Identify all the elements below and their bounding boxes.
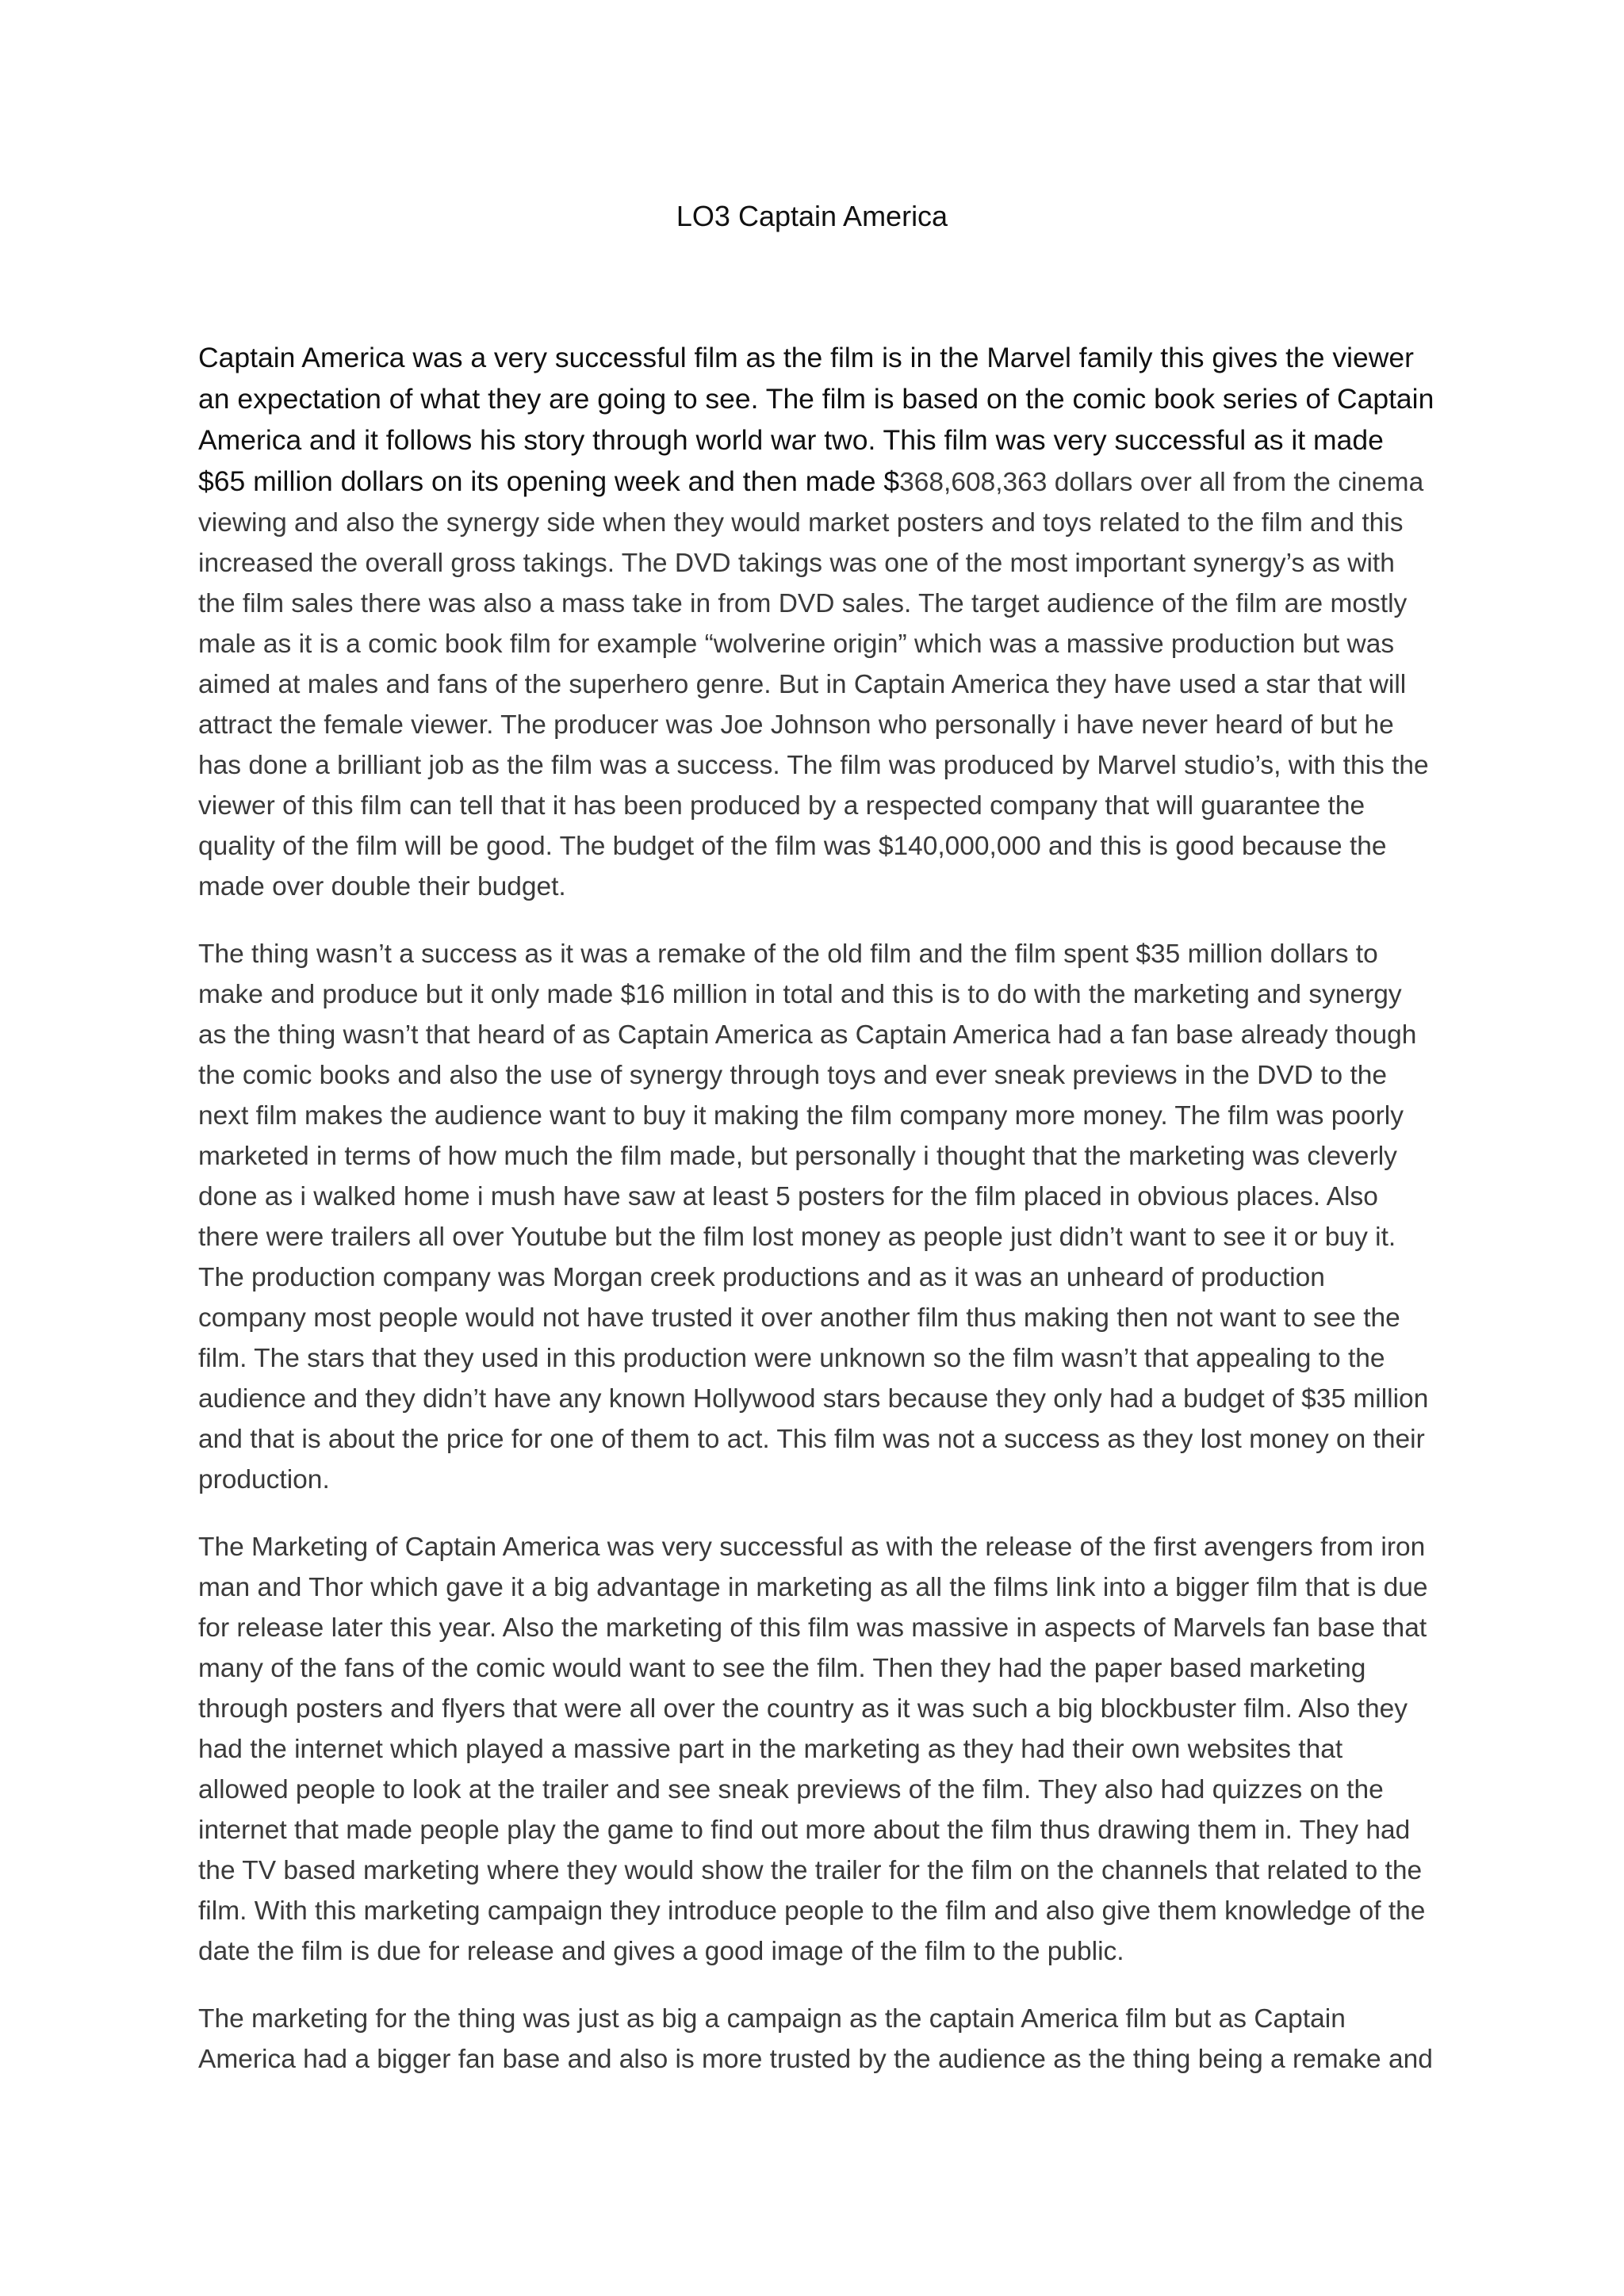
paragraph-1-emphasis: Captain America was a very successful film as the film is in the Marvel family this gives the viewer an expectation of what they are going to see. The film is based on the comic book series of Captain America and it follows his story through world war two. This film was very successful as it made $65 million dollars on its opening week and then made $ — [198, 342, 1434, 497]
document-title: LO3 Captain America — [676, 200, 948, 232]
paragraph-1-rest: 368,608,363 dollars over all from the cinema viewing and also the synergy side when they would market posters and toys related to the film and this increased the overall gross takings. The DVD takings was one of the most important synergy’s as with the film sales there was also a mass take in from DVD sales. The target audience of the film are mostly male as it is a comic book film for example “wolverine origin” which was a massive production but was aimed at males and fans of the superhero genre. But in Captain America they have used a star that will attract the female viewer. The producer was Joe Johnson who personally i have never heard of but he has done a brilliant job as the film was a success. The film was produced by Marvel studio’s, with this the viewer of this film can tell that it has been produced by a respected company that will guarantee the quality of the film will be good. The budget of the film was $140,000,000 and this is good because the made over double their budget. — [198, 468, 1429, 901]
paragraph-3: The Marketing of Captain America was very successful as with the release of the first avengers from iron man and Thor which gave it a big advantage in marketing as all the films link into a bigger film that is due for release later this year. Also the marketing of this film was massive in aspects of Marvels fan base that many of the fans of the comic would want to see the film. Then they had the paper based marketing through posters and flyers that were all over the country as it was such a big blockbuster film. Also they had the internet which played a massive part in the marketing as they had their own websites that allowed people to look at the trailer and see sneak previews of the film. They also had quizzes on the internet that made people play the game to find out more about the film thus drawing them in. They had the TV based marketing where they would show the trailer for the film on the channels that related to the film. With this marketing campaign they introduce people to the film and also give them knowledge of the date the film is due for release and gives a good image of the film to the public. — [198, 1533, 1428, 1966]
paragraph-4: The marketing for the thing was just as big a campaign as the captain America film but as Captain America had a bigger fan base and also is more trusted by the audience as the thing being a remake and — [198, 2004, 1433, 2074]
document-body — [198, 338, 1435, 2107]
paragraph-2: The thing wasn’t a success as it was a remake of the old film and the film spent $35 million dollars to make and produce but it only made $16 million in total and this is to do with the marketing and synergy as the thing wasn’t that heard of as Captain America as Captain America had a fan base already though the comic books and also the use of synergy through toys and ever sneak previews in the DVD to the next film makes the audience want to buy it making the film company more money. The film was poorly marketed in terms of how much the film made, but personally i thought that the marketing was cleverly done as i walked home i mush have saw at least 5 posters for the film placed in obvious places. Also there were trailers all over Youtube but the film lost money as people just didn’t want to see it or buy it. The production company was Morgan creek productions and as it was an unheard of production company most people would not have trusted it over another film thus making then not want to see the film. The stars that they used in this production were unknown so the film wasn’t that appealing to the audience and they didn’t have any known Hollywood stars because they only had a budget of $35 million and that is about the price for one of them to act. This film was not a success as they lost money on their production. — [198, 939, 1429, 1494]
paragraph-1 — [198, 338, 1435, 907]
